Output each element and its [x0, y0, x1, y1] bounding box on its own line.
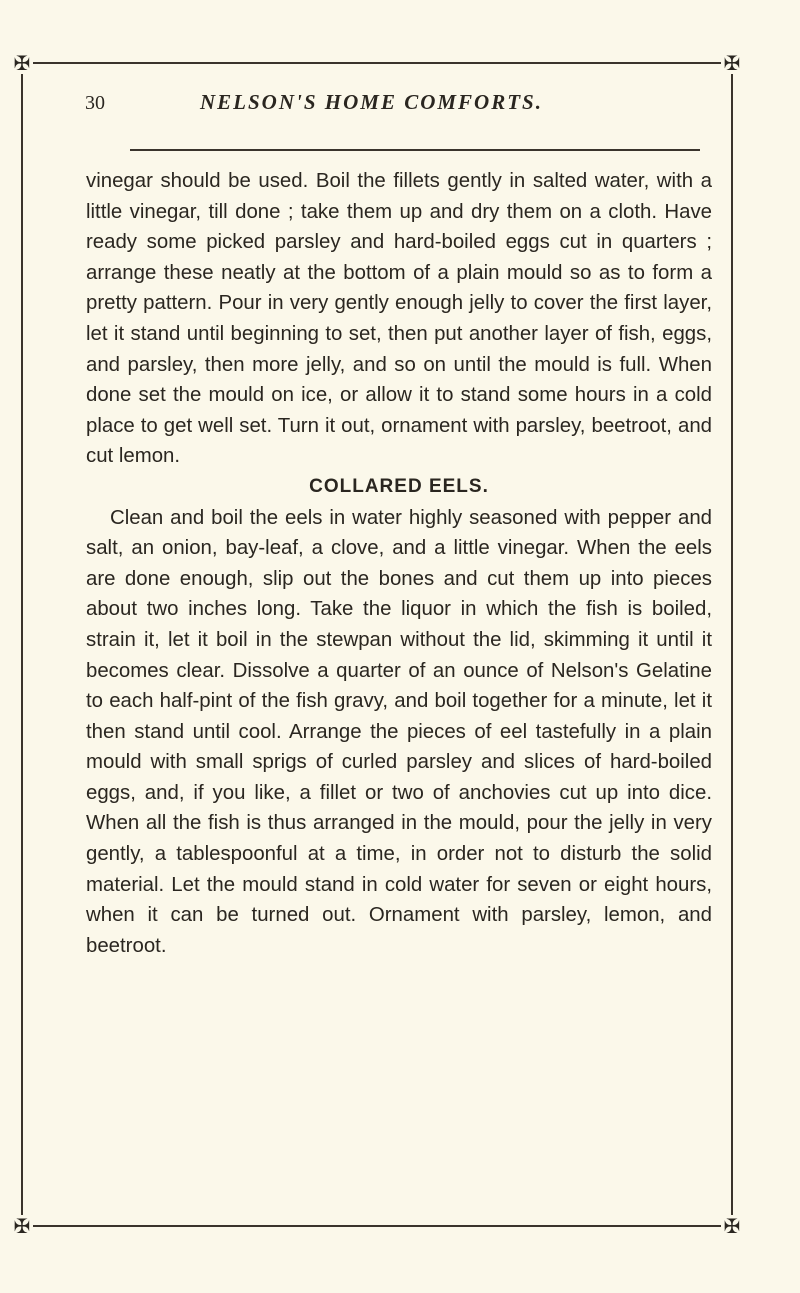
- maltese-cross-icon: ✠: [721, 52, 743, 74]
- continuation-paragraph: vinegar should be used. Boil the fillets gently in salted water, with a little vinegar, till done ; take them up and dry them on a cloth. Have ready some picked parsley and hard-boiled eggs cut in quarters ; arrange these neatly at the bottom of a plain mould so as to form a pretty pattern. Pour in very gently enough jelly to cover the first layer, let it stand until beginning to set, then put another layer of fish, eggs, and parsley, then more jelly, and so on until the mould is full. When done set the mould on ice, or allow it to stand some hours in a cold place to get well set. Turn it out, ornament with parsley, beetroot, and cut lemon.: [86, 170, 712, 468]
- page-header: [85, 92, 705, 122]
- page-number: 30: [85, 92, 105, 114]
- maltese-cross-icon: ✠: [11, 52, 33, 74]
- running-title: NELSON'S HOME COMFORTS.: [200, 90, 543, 114]
- maltese-cross-icon: ✠: [721, 1215, 743, 1237]
- border-top: [22, 62, 732, 64]
- maltese-cross-icon: ✠: [11, 1215, 33, 1237]
- border-bottom: [22, 1225, 732, 1227]
- border-left: [21, 62, 23, 1227]
- body-text: [86, 166, 712, 961]
- border-right: [731, 62, 733, 1227]
- section-heading: COLLARED EELS.: [309, 475, 489, 497]
- header-rule: [130, 149, 700, 151]
- recipe-paragraph: Clean and boil the eels in water highly seasoned with pepper and salt, an onion, bay-leaf, a clove, and a little vinegar. When the eels are done enough, slip out the bones and cut them up into pieces about two inches long. Take the liquor in which the fish is boiled, strain it, let it boil in the stewpan without the lid, skimming it until it becomes clear. Dissolve a quarter of an ounce of Nelson's Gelatine to each half-pint of the fish gravy, and boil together for a minute, let it then stand until cool. Arrange the pieces of eel tastefully in a plain mould with small sprigs of curled parsley and slices of hard-boiled eggs, and, if you like, a fillet or two of anchovies cut up into dice. When all the fish is thus arranged in the mould, pour the jelly in very gently, a tablespoonful at a time, in order not to disturb the solid material. Let the mould stand in cold water for seven or eight hours, when it can be turned out. Ornament with parsley, lemon, and beetroot.: [86, 506, 712, 957]
